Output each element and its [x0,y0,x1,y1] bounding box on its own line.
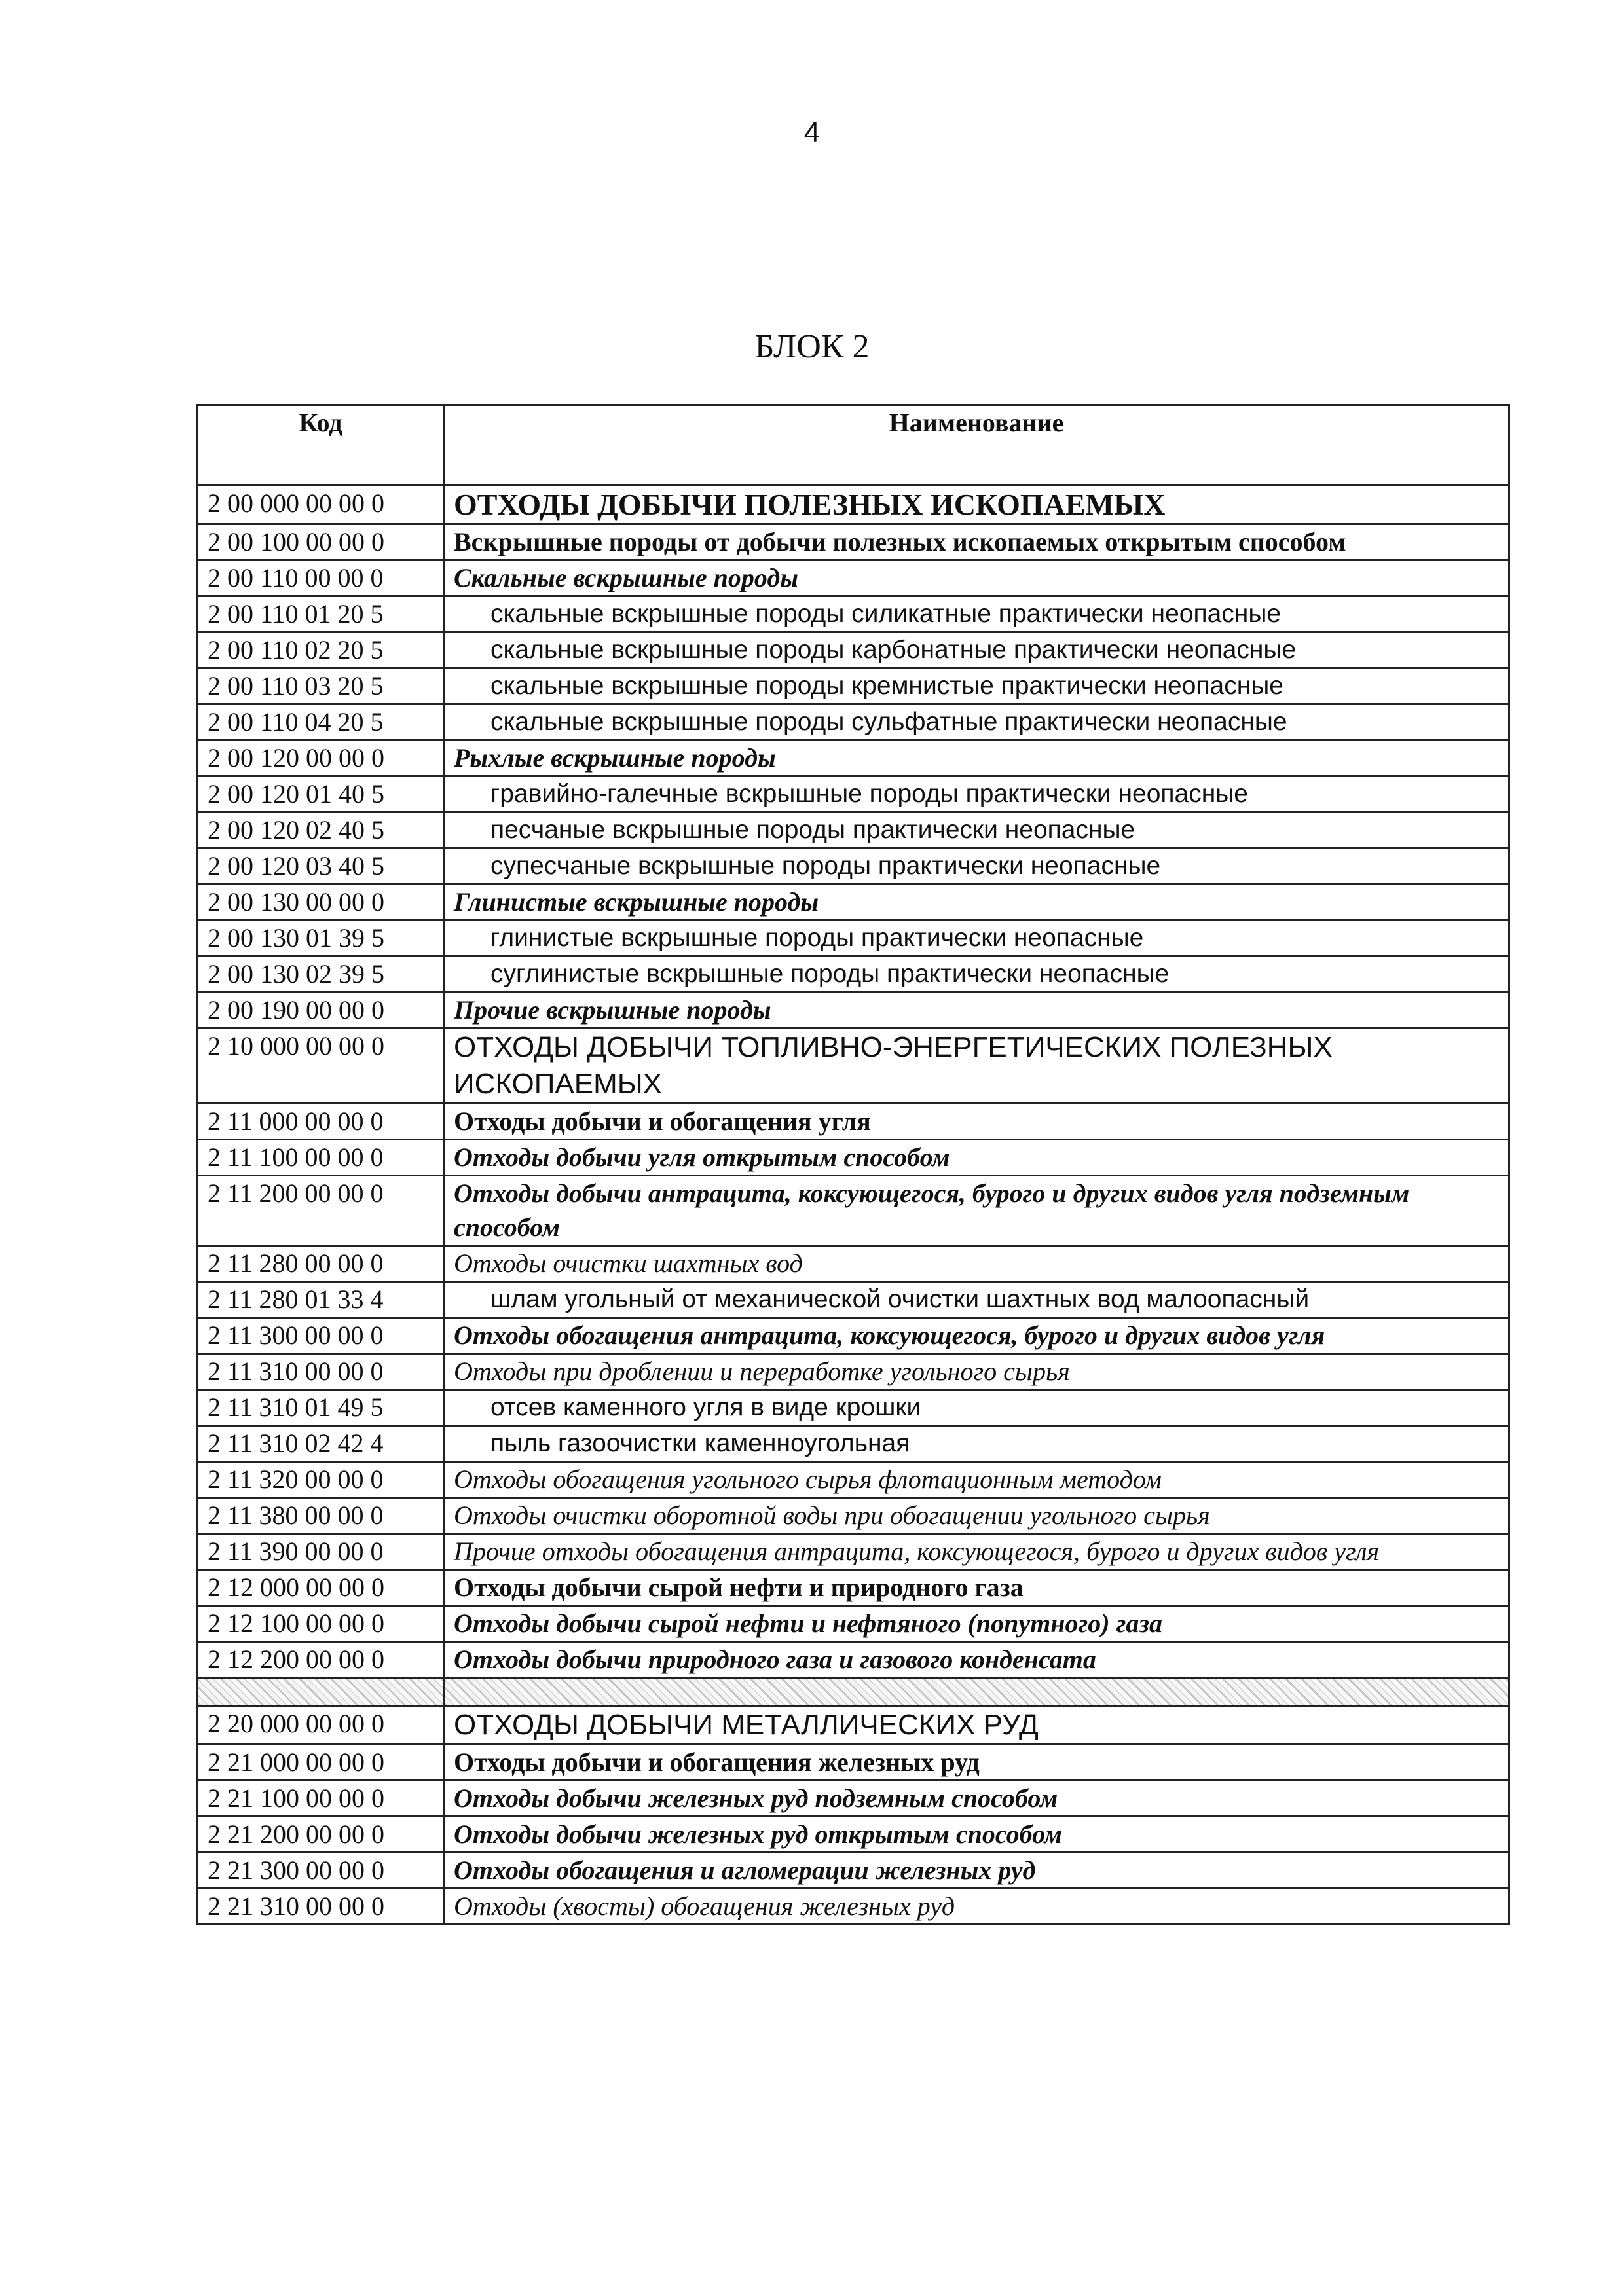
row-name: Отходы очистки оборотной воды при обогащении угольного сырья [444,1498,1509,1534]
row-name [444,1678,1509,1706]
row-name: отсев каменного угля в виде крошки [444,1390,1509,1426]
row-name: шлам угольный от механической очистки шахтных вод малоопасный [444,1282,1509,1318]
row-name: Отходы добычи сырой нефти и природного газа [444,1570,1509,1606]
row-name: Отходы добычи и обогащения железных руд [444,1745,1509,1781]
header-name: Наименование [444,405,1509,486]
row-name: Прочие отходы обогащения антрацита, коксующегося, бурого и других видов угля [444,1534,1509,1570]
table-row [198,1282,1509,1318]
table-row [198,524,1509,560]
table-row [198,1606,1509,1642]
table-row [198,776,1509,812]
row-code: 2 21 100 00 00 0 [198,1781,444,1817]
table-row [198,957,1509,993]
scan-noise-row [198,1678,1509,1706]
row-code: 2 00 120 01 40 5 [198,776,444,812]
row-code: 2 11 280 00 00 0 [198,1246,444,1282]
table-row [198,1176,1509,1246]
row-code: 2 00 110 02 20 5 [198,632,444,668]
table-row [198,920,1509,957]
row-name: ОТХОДЫ ДОБЫЧИ ТОПЛИВНО-ЭНЕРГЕТИЧЕСКИХ ПОЛЕЗНЫХ ИСКОПАЕМЫХ [444,1029,1509,1104]
row-code: 2 11 200 00 00 0 [198,1176,444,1246]
row-code: 2 12 100 00 00 0 [198,1606,444,1642]
row-code: 2 00 130 01 39 5 [198,920,444,957]
table-row [198,560,1509,596]
table-row [198,1140,1509,1176]
row-name: Отходы очистки шахтных вод [444,1246,1509,1282]
row-code: 2 10 000 00 00 0 [198,1029,444,1104]
row-name: Отходы при дроблении и переработке угольного сырья [444,1354,1509,1390]
row-name: Отходы (хвосты) обогащения железных руд [444,1889,1509,1925]
table-header-row [198,405,1509,486]
row-code: 2 00 120 03 40 5 [198,848,444,884]
row-code: 2 21 300 00 00 0 [198,1853,444,1889]
row-name: скальные вскрышные породы кремнистые практически неопасные [444,668,1509,704]
row-name: песчаные вскрышные породы практически неопасные [444,812,1509,848]
table-row [198,740,1509,776]
row-name: Отходы обогащения антрацита, коксующегося, бурого и других видов угля [444,1318,1509,1354]
row-code: 2 12 000 00 00 0 [198,1570,444,1606]
row-name: Отходы обогащения угольного сырья флотационным методом [444,1462,1509,1498]
row-code: 2 11 000 00 00 0 [198,1104,444,1140]
row-code: 2 00 120 02 40 5 [198,812,444,848]
table-row [198,993,1509,1029]
table-row [198,1570,1509,1606]
row-name: пыль газоочистки каменноугольная [444,1426,1509,1462]
row-code: 2 11 310 02 42 4 [198,1426,444,1462]
table-row [198,1781,1509,1817]
row-name: Отходы добычи природного газа и газового конденсата [444,1642,1509,1678]
row-name: ОТХОДЫ ДОБЫЧИ МЕТАЛЛИЧЕСКИХ РУД [444,1706,1509,1745]
row-code: 2 11 380 00 00 0 [198,1498,444,1534]
row-name: Вскрышные породы от добычи полезных ископаемых открытым способом [444,524,1509,560]
row-code: 2 00 130 00 00 0 [198,884,444,920]
table-row [198,1817,1509,1853]
row-name: ОТХОДЫ ДОБЫЧИ ПОЛЕЗНЫХ ИСКОПАЕМЫХ [444,486,1509,524]
row-code: 2 00 110 03 20 5 [198,668,444,704]
row-name: Отходы добычи антрацита, коксующегося, бурого и других видов угля подземным способом [444,1176,1509,1246]
table-row [198,1246,1509,1282]
table-row [198,1029,1509,1104]
row-name: Скальные вскрышные породы [444,560,1509,596]
table-row [198,1390,1509,1426]
row-name: Глинистые вскрышные породы [444,884,1509,920]
row-code: 2 00 120 00 00 0 [198,740,444,776]
row-code: 2 00 110 04 20 5 [198,704,444,740]
row-name: Рыхлые вскрышные породы [444,740,1509,776]
row-code: 2 00 110 00 00 0 [198,560,444,596]
table-row [198,1853,1509,1889]
row-code: 2 11 280 01 33 4 [198,1282,444,1318]
table-row [198,1426,1509,1462]
row-code: 2 00 000 00 00 0 [198,486,444,524]
row-name: глинистые вскрышные породы практически неопасные [444,920,1509,957]
table-row [198,1104,1509,1140]
row-code: 2 20 000 00 00 0 [198,1706,444,1745]
waste-classification-table [196,404,1510,1925]
table-row [198,632,1509,668]
row-code: 2 12 200 00 00 0 [198,1642,444,1678]
table-row [198,1354,1509,1390]
header-code: Код [198,405,444,486]
row-code: 2 11 300 00 00 0 [198,1318,444,1354]
table-row [198,1534,1509,1570]
row-code: 2 00 110 01 20 5 [198,596,444,632]
row-name: Отходы добычи железных руд подземным способом [444,1781,1509,1817]
table-row [198,1889,1509,1925]
row-name: супесчаные вскрышные породы практически неопасные [444,848,1509,884]
table-row [198,1706,1509,1745]
table-row [198,1462,1509,1498]
row-name: гравийно-галечные вскрышные породы практически неопасные [444,776,1509,812]
row-code [198,1678,444,1706]
row-code: 2 00 100 00 00 0 [198,524,444,560]
row-name: скальные вскрышные породы силикатные практически неопасные [444,596,1509,632]
table-row [198,1498,1509,1534]
row-code: 2 00 190 00 00 0 [198,993,444,1029]
row-name: Прочие вскрышные породы [444,993,1509,1029]
row-name: Отходы обогащения и агломерации железных руд [444,1853,1509,1889]
table-row [198,812,1509,848]
table-body [198,486,1509,1925]
row-code: 2 21 000 00 00 0 [198,1745,444,1781]
table-row [198,1642,1509,1678]
row-code: 2 11 310 00 00 0 [198,1354,444,1390]
row-name: скальные вскрышные породы карбонатные практически неопасные [444,632,1509,668]
row-code: 2 11 320 00 00 0 [198,1462,444,1498]
row-name: суглинистые вскрышные породы практически неопасные [444,957,1509,993]
row-code: 2 11 100 00 00 0 [198,1140,444,1176]
table-row [198,486,1509,524]
table-row [198,1745,1509,1781]
page-number: 4 [803,117,821,149]
row-name: скальные вскрышные породы сульфатные практически неопасные [444,704,1509,740]
table-row [198,884,1509,920]
row-name: Отходы добычи угля открытым способом [444,1140,1509,1176]
row-code: 2 21 310 00 00 0 [198,1889,444,1925]
block-title: БЛОК 2 [754,328,870,365]
table-row [198,1318,1509,1354]
row-name: Отходы добычи сырой нефти и нефтяного (попутного) газа [444,1606,1509,1642]
row-code: 2 21 200 00 00 0 [198,1817,444,1853]
row-name: Отходы добычи железных руд открытым способом [444,1817,1509,1853]
row-name: Отходы добычи и обогащения угля [444,1104,1509,1140]
table-row [198,704,1509,740]
table-row [198,596,1509,632]
row-code: 2 11 390 00 00 0 [198,1534,444,1570]
table-row [198,668,1509,704]
table-row [198,848,1509,884]
row-code: 2 00 130 02 39 5 [198,957,444,993]
row-code: 2 11 310 01 49 5 [198,1390,444,1426]
